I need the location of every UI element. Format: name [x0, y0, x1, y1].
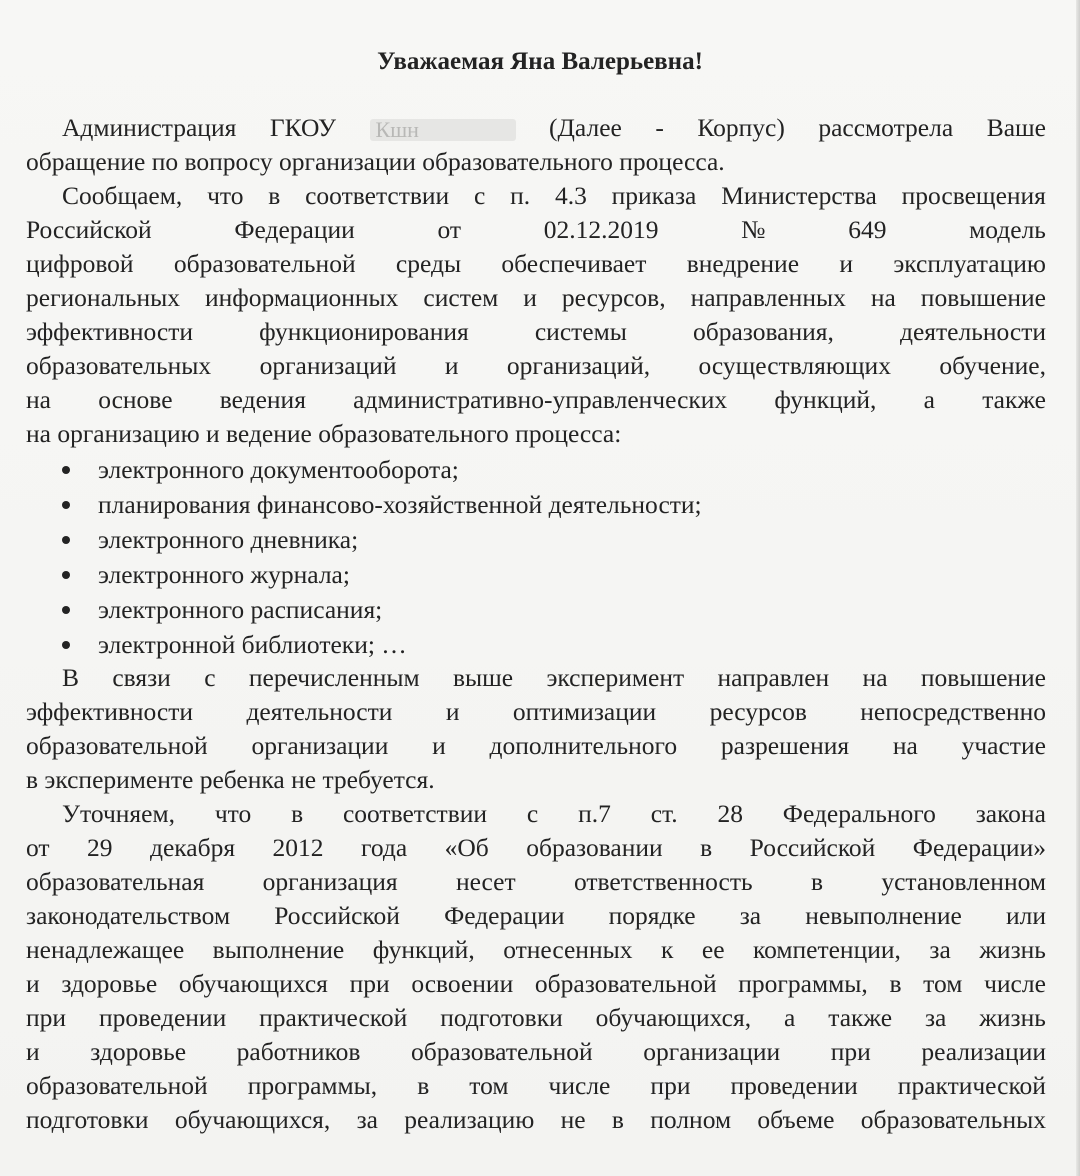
word: (Далее [549, 113, 622, 142]
word: функционирования [259, 317, 469, 346]
word: деятельности [900, 317, 1046, 346]
word: жизнь [979, 935, 1046, 964]
word: Федерации [234, 215, 355, 244]
word: объеме [757, 1105, 835, 1134]
word: п.7 [578, 799, 611, 828]
word: административно-управленческих [353, 385, 728, 414]
word: также [828, 1003, 893, 1032]
word: 02.12.2019 [543, 215, 659, 244]
word: при [26, 1003, 67, 1032]
word: образовательной [411, 1037, 593, 1066]
word: и [445, 697, 460, 726]
paragraph-2-line-3 [26, 246, 1046, 282]
word: образовательной [534, 969, 717, 998]
word: образовательной [173, 249, 356, 278]
word: выше [453, 663, 514, 692]
bullet-item: планирования финансово-хозяйственной деятельности; [62, 487, 1080, 523]
word: Ваше [986, 113, 1046, 142]
word: «Об [444, 833, 489, 862]
word: реализации [921, 1037, 1046, 1066]
word: участие [961, 731, 1046, 760]
word: ненадлежащее [26, 935, 185, 964]
bullet-item: электронной библиотеки; … [62, 627, 1080, 663]
word: направленных [690, 283, 846, 312]
word: Уточняем, [62, 799, 175, 828]
paragraph-3-line-2 [26, 694, 1046, 730]
word: и [432, 731, 446, 760]
word: ответственность [573, 867, 753, 896]
word: подготовки [26, 1105, 149, 1134]
word: образовательных [26, 351, 212, 380]
word: 29 [87, 833, 113, 862]
word: непосредственно [860, 697, 1046, 726]
word: соответствии [342, 799, 488, 828]
word: в [611, 1105, 624, 1134]
word: что [207, 181, 244, 210]
word: жизнь [979, 1003, 1046, 1032]
word: здоровье [90, 1037, 187, 1066]
word: компетенции, [753, 935, 901, 964]
paragraph-3-line-4: в эксперименте ребенка не требуется. [26, 765, 435, 794]
bullet-dot-icon [62, 536, 70, 544]
word: обучающихся, [174, 1105, 331, 1134]
word: от [437, 215, 462, 244]
paragraph-4-line-6 [26, 966, 1046, 1002]
word: к [660, 935, 674, 964]
word: образовании [526, 833, 663, 862]
paragraph-2-line-8: на организацию и ведение образовательного процесса: [26, 419, 622, 448]
word: перечисленным [248, 663, 420, 692]
word: в [700, 833, 713, 862]
word: и [26, 969, 40, 998]
bullet-dot-icon [62, 466, 70, 474]
word: региональных [26, 283, 180, 312]
word: образовательной [26, 731, 208, 760]
word: или [1005, 901, 1046, 930]
word: а [784, 1003, 796, 1032]
word: полном [650, 1105, 732, 1134]
word: работников [236, 1037, 361, 1066]
paragraph-1-line-2: обращение по вопросу организации образовательного процесса. [26, 147, 725, 176]
word: на [870, 283, 896, 312]
bullet-item: электронного документооборота; [62, 452, 1080, 488]
word: 649 [848, 215, 887, 244]
word: функций, [774, 385, 877, 414]
word: обеспечивает [501, 249, 647, 278]
bullet-dot-icon [62, 501, 70, 509]
word: на [26, 385, 51, 414]
word: дополнительного [489, 731, 678, 760]
redaction-block: Кшн [370, 119, 516, 141]
word: повышение [920, 283, 1046, 312]
word: эффективности [26, 317, 194, 346]
word: за [924, 1003, 947, 1032]
word: проведении [730, 1071, 858, 1100]
word: информационных [204, 283, 399, 312]
word: осуществляющих [698, 351, 891, 380]
word: 4.3 [554, 181, 587, 210]
word: на [862, 663, 888, 692]
word: организация [262, 867, 398, 896]
word: связи [112, 663, 171, 692]
word: систем [423, 283, 499, 312]
word: просвещения [901, 181, 1046, 210]
word: в [417, 1071, 430, 1100]
word: образовательной [26, 1071, 208, 1100]
paragraph-4-line-5 [26, 932, 1046, 968]
word: освоении [411, 969, 514, 998]
word: модель [969, 215, 1046, 244]
word: направлен [717, 663, 830, 692]
word: разрешения [720, 731, 850, 760]
word: ресурсов, [561, 283, 666, 312]
word: обучение, [939, 351, 1046, 380]
word: при [830, 1037, 871, 1066]
word: эксплуатацию [893, 249, 1046, 278]
word: Федерации [444, 901, 565, 930]
word: п. [510, 181, 531, 210]
word: законодательством [26, 901, 231, 930]
word: Российской [274, 901, 400, 930]
word: за [739, 901, 762, 930]
paragraph-1-line-1 [62, 110, 1046, 146]
paragraph-3-line-1 [62, 660, 1046, 696]
word: программы, [247, 1071, 378, 1100]
word: обучающихся, [595, 1003, 752, 1032]
word: ГКОУ [269, 113, 337, 142]
word: с [526, 799, 539, 828]
paragraph-4-line-8 [26, 1034, 1046, 1070]
word: программы, [738, 969, 868, 998]
word: отнесенных [503, 935, 633, 964]
word: Министерства [721, 181, 877, 210]
paragraph-4-line-4 [26, 898, 1046, 934]
word: 28 [717, 799, 743, 828]
paragraph-2-line-1 [62, 178, 1046, 214]
word: ее [701, 935, 725, 964]
word: практической [259, 1003, 408, 1032]
word: Российской [26, 215, 152, 244]
word: также [982, 385, 1046, 414]
word: Администрация [62, 113, 237, 142]
word: при [349, 969, 390, 998]
word: числе [548, 1071, 611, 1100]
word: деятельности [246, 697, 393, 726]
word: здоровье [61, 969, 158, 998]
word: подготовки [440, 1003, 563, 1032]
word: функций, [372, 935, 475, 964]
paragraph-4-line-1 [62, 796, 1046, 832]
word: в [268, 181, 281, 210]
word: обучающихся [178, 969, 328, 998]
word: образования, [693, 317, 834, 346]
word: среды [395, 249, 462, 278]
paragraph-4-line-2 [26, 830, 1046, 866]
bullet-item: электронного дневника; [62, 522, 1080, 558]
bullet-item: электронного расписания; [62, 592, 1080, 628]
paragraph-4-line-3 [26, 864, 1046, 900]
word: в [810, 867, 823, 896]
word: несет [455, 867, 516, 896]
word: за [929, 935, 951, 964]
bullet-dot-icon [62, 641, 70, 649]
paragraph-2-line-2 [26, 212, 1046, 248]
word: и [839, 249, 854, 278]
word: в [291, 799, 304, 828]
word: и [26, 1037, 40, 1066]
word: установленном [881, 867, 1046, 896]
word: декабря [150, 833, 236, 862]
word: числе [984, 969, 1046, 998]
word: соответствии [305, 181, 450, 210]
word: проведении [98, 1003, 227, 1032]
paragraph-4-line-10 [26, 1102, 1046, 1138]
word: Федерального [782, 799, 936, 828]
word: ведения [219, 385, 306, 414]
word: с [204, 663, 216, 692]
word: реализацию [404, 1105, 535, 1134]
word: с [474, 181, 486, 210]
word: выполнение [212, 935, 345, 964]
word: порядке [608, 901, 696, 930]
bullet-dot-icon [62, 606, 70, 614]
bullet-item: электронного журнала; [62, 557, 1080, 593]
word: не [560, 1105, 586, 1134]
word: эффективности [26, 697, 194, 726]
word: приказа [611, 181, 697, 210]
word: повышение [920, 663, 1046, 692]
paragraph-2-line-5 [26, 314, 1046, 350]
word: Федерации» [912, 833, 1046, 862]
paragraph-4-line-9 [26, 1068, 1046, 1104]
paragraph-2-line-6 [26, 348, 1046, 384]
word: оптимизации [512, 697, 657, 726]
bullet-dot-icon [62, 571, 70, 579]
word: В [62, 663, 80, 692]
word: 2012 [272, 833, 324, 862]
word: № [741, 215, 766, 244]
word: Российской [749, 833, 876, 862]
paragraph-2-line-4 [26, 280, 1046, 316]
word: Сообщаем, [62, 181, 183, 210]
paragraph-3-line-3 [26, 728, 1046, 764]
word: за [356, 1105, 378, 1134]
word: организации [643, 1037, 781, 1066]
word: внедрение [686, 249, 800, 278]
word: - [655, 113, 664, 142]
word: Корпус) [697, 113, 785, 142]
word: том [469, 1071, 509, 1100]
word: в [889, 969, 902, 998]
word: и [523, 283, 537, 312]
word: системы [534, 317, 627, 346]
word: невыполнение [805, 901, 962, 930]
word: на [892, 731, 918, 760]
paragraph-4-line-7 [26, 1000, 1046, 1036]
word: образовательных [860, 1105, 1046, 1134]
word: что [214, 799, 252, 828]
word: закона [975, 799, 1046, 828]
word: образовательная [26, 867, 205, 896]
word: при [650, 1071, 691, 1100]
word: цифровой [26, 249, 134, 278]
paragraph-2-line-7 [26, 382, 1046, 418]
letter-salutation: Уважаемая Яна Валерьевна! [377, 48, 703, 75]
word: организации [251, 731, 389, 760]
word: ст. [650, 799, 678, 828]
word: организаций [259, 351, 397, 380]
word: и [444, 351, 459, 380]
word: эксперимент [546, 663, 685, 692]
word: от [26, 833, 50, 862]
word: года [361, 833, 408, 862]
word: основе [98, 385, 173, 414]
word: практической [897, 1071, 1046, 1100]
word: том [923, 969, 963, 998]
word: а [923, 385, 935, 414]
word: рассмотрела [818, 113, 954, 142]
word: организаций, [506, 351, 651, 380]
word: ресурсов [709, 697, 807, 726]
redacted-text [370, 110, 516, 146]
